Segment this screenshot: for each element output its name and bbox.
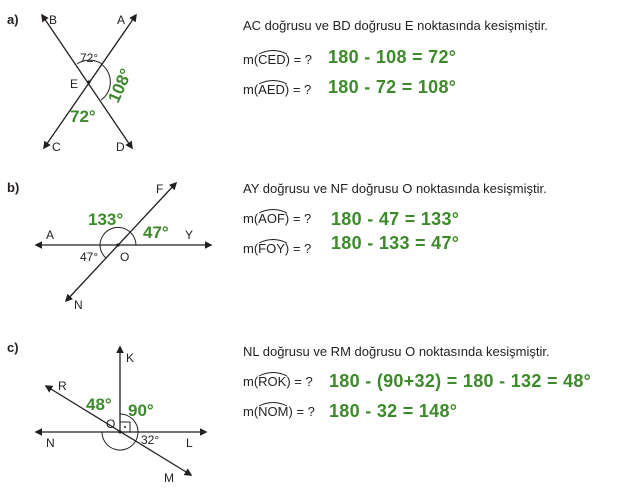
exercise-c-label: c): [7, 340, 19, 355]
angle-hat-icon: [258, 49, 288, 55]
point-e-label: E: [70, 77, 79, 91]
angle-hat-icon: [258, 238, 288, 244]
point-o-label: O: [120, 250, 130, 264]
point-f-label: F: [156, 182, 164, 196]
point-k-label: K: [126, 351, 135, 365]
question-prefix: m(: [243, 374, 259, 389]
angle-hat-icon: [258, 79, 288, 85]
angle-right-label: 90°: [128, 401, 154, 420]
exercise-c-statement: NL doğrusu ve RM doğrusu O noktasında kesişmiştir.: [243, 344, 550, 359]
exercise-b-statement: AY doğrusu ve NF doğrusu O noktasında kesişmiştir.: [243, 181, 547, 196]
point-a-label: A: [46, 228, 55, 242]
figure-a: [0, 0, 240, 165]
exercise-a-label: a): [7, 12, 19, 27]
angle-notation: [258, 374, 286, 389]
arc-small: [135, 432, 138, 442]
angle-hat-icon: [258, 371, 288, 377]
question-prefix: m(: [243, 241, 259, 256]
question-prefix: m(: [243, 211, 259, 226]
exercise-a: [0, 0, 634, 165]
point-m-label: M: [164, 471, 174, 485]
exercise-a-answer-2: 180 - 72 = 108°: [328, 77, 457, 97]
question-suffix: ) = ?: [286, 374, 313, 389]
angle-left-label: 48°: [86, 395, 112, 414]
angle-name: NOM: [258, 404, 289, 419]
angle-hat-icon: [258, 208, 288, 214]
exercise-c-question-2: [243, 404, 315, 419]
exercise-a-answer-1: 180 - 108 = 72°: [328, 47, 457, 67]
angle-top-label: 72°: [80, 51, 99, 65]
right-angle-dot: [124, 426, 126, 428]
question-suffix: ) = ?: [285, 52, 312, 67]
figure-c: [0, 330, 240, 492]
exercise-b-question-2: [243, 241, 311, 256]
question-suffix: ) = ?: [284, 211, 312, 226]
exercise-a-question-2: [243, 82, 311, 97]
arc-bottom: [100, 245, 106, 258]
angle-name: AOF: [258, 211, 285, 226]
question-prefix: m(: [243, 404, 259, 419]
angle-name: CED: [258, 52, 286, 67]
exercise-b: [0, 165, 634, 330]
point-n-label: N: [74, 298, 83, 312]
point-d-label: D: [116, 140, 125, 154]
angle-name: FOY: [258, 241, 285, 256]
point-n-label: N: [46, 436, 55, 450]
question-prefix: m(: [243, 52, 259, 67]
angle-notation: [258, 82, 285, 97]
figure-b: [0, 165, 240, 330]
point-b-label: B: [49, 13, 58, 27]
point-r-label: R: [58, 379, 67, 393]
angle-name: AED: [258, 82, 285, 97]
intersection-o: [116, 243, 119, 246]
line-rm: [46, 386, 191, 475]
exercise-c-question-1: [243, 374, 313, 389]
point-l-label: L: [186, 436, 193, 450]
angle-notation: [258, 211, 285, 226]
question-suffix: ) = ?: [284, 82, 312, 97]
angle-hat-icon: [258, 401, 288, 407]
angle-left-label: 47°: [80, 250, 99, 264]
exercise-b-answer-1: 180 - 47 = 133°: [331, 209, 460, 229]
arc-bottom: [102, 432, 135, 450]
angle-side-label: 108°: [104, 65, 136, 106]
angle-name: ROK: [258, 374, 287, 389]
point-y-label: Y: [185, 228, 194, 242]
exercise-b-question-1: [243, 211, 311, 226]
exercise-a-question-1: [243, 52, 312, 67]
exercise-c-answer-1: 180 - (90+32) = 180 - 132 = 48°: [329, 371, 592, 391]
exercise-b-answer-2: 180 - 133 = 47°: [331, 233, 460, 253]
angle-bottom-label: 72°: [70, 107, 96, 126]
question-prefix: m(: [243, 82, 259, 97]
angle-notation: [258, 404, 288, 419]
angle-notation: [258, 241, 285, 256]
exercise-b-label: b): [7, 180, 20, 195]
intersection-e: [87, 80, 90, 83]
arc-top: [100, 227, 130, 245]
line-nf: [66, 183, 176, 301]
point-a-label: A: [117, 13, 126, 27]
arc-right: [130, 232, 136, 245]
point-c-label: C: [52, 140, 61, 154]
question-suffix: ) = ?: [284, 241, 312, 256]
angle-top-left-label: 133°: [88, 210, 124, 229]
exercise-a-statement: AC doğrusu ve BD doğrusu E noktasında kesişmiştir.: [243, 18, 548, 33]
exercise-c: [0, 330, 634, 492]
angle-notation: [258, 52, 285, 67]
point-o-label: O: [106, 417, 116, 431]
angle-small-label: 32°: [141, 433, 160, 447]
question-suffix: ) = ?: [288, 404, 315, 419]
exercise-c-answer-2: 180 - 32 = 148°: [329, 401, 458, 421]
angle-right-label: 47°: [143, 223, 169, 242]
